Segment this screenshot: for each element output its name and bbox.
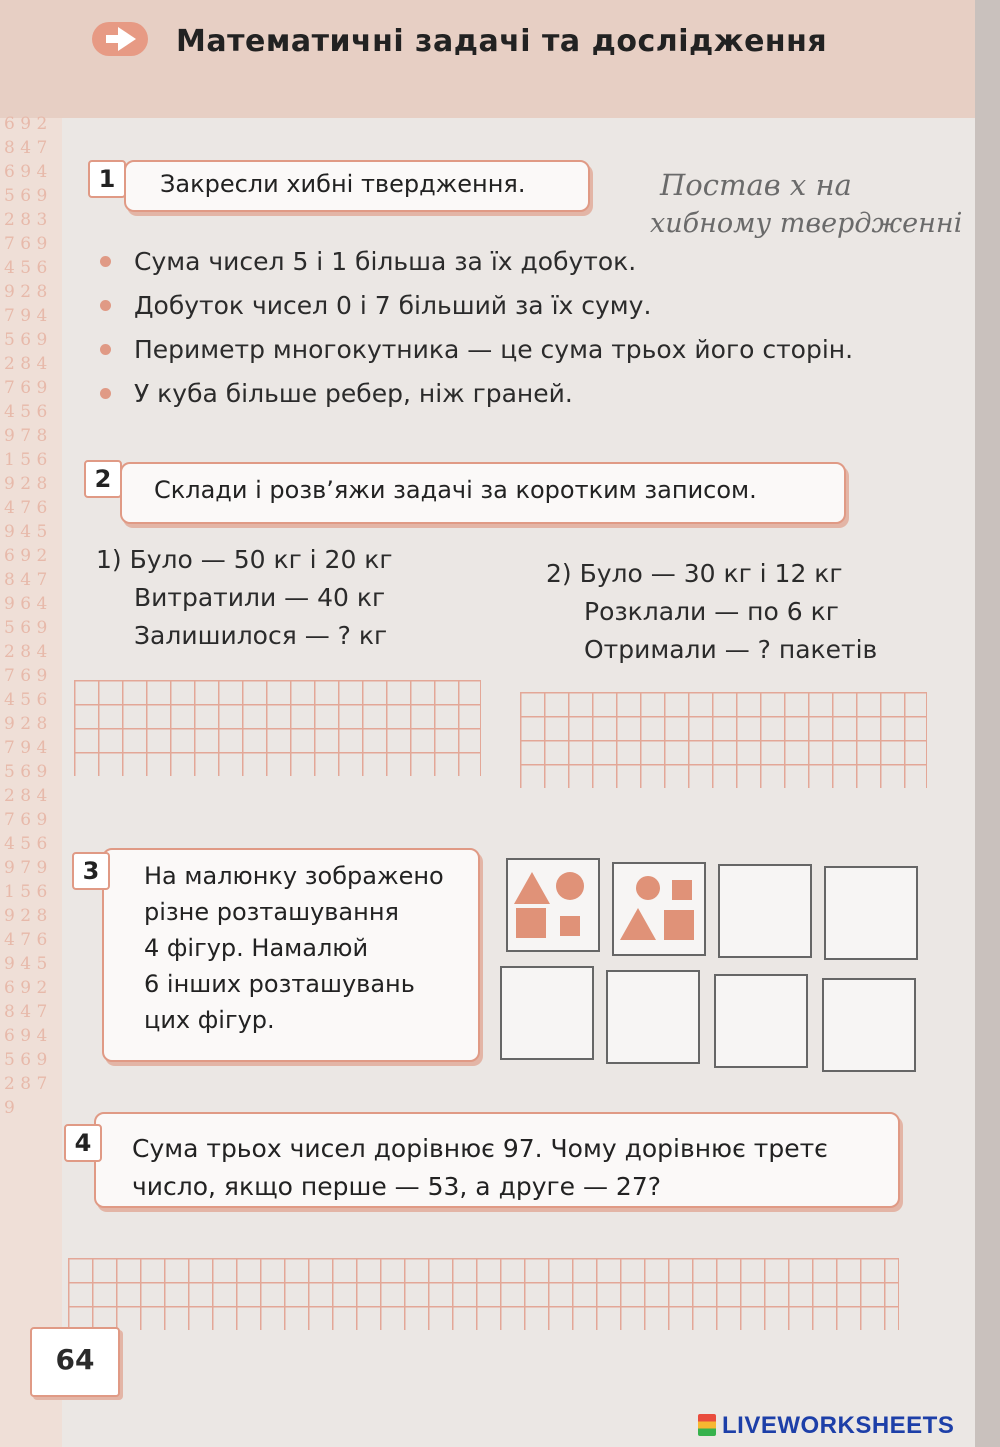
empty-drawing-box[interactable] — [606, 970, 700, 1064]
empty-drawing-box[interactable] — [500, 966, 594, 1060]
bullet-icon — [100, 256, 111, 267]
task3-line: 4 фігур. Намалюй — [144, 934, 369, 962]
task1-number: 1 — [88, 160, 126, 198]
problem1-line: 1) Було — 50 кг і 20 кг — [96, 545, 393, 574]
task3-line: різне розташування — [144, 898, 399, 926]
problem1-notes — [96, 541, 393, 655]
task1-instruction: Закресли хибні твердження. — [160, 170, 526, 198]
bullet-icon — [100, 300, 111, 311]
task3-line: цих фігур. — [144, 1006, 275, 1034]
statement-item[interactable]: У куба більше ребер, ніж граней. — [100, 372, 853, 416]
answer-grid-problem1[interactable] — [74, 680, 481, 776]
empty-drawing-box[interactable] — [714, 974, 808, 1068]
large-square-shape — [664, 910, 694, 940]
problem2-notes — [546, 555, 877, 669]
answer-grid-problem2[interactable] — [520, 692, 927, 788]
statement-item[interactable]: Периметр многокутника — це сума трьох його сторін. — [100, 328, 853, 372]
page-number-box — [30, 1327, 120, 1397]
circle-shape — [556, 872, 584, 900]
problem1-line: Витратили — 40 кг — [134, 583, 386, 612]
task4-text — [132, 1130, 828, 1206]
circle-shape — [636, 876, 660, 900]
small-square-shape — [560, 916, 580, 936]
task1-statements — [100, 240, 853, 416]
problem2-line: 2) Було — 30 кг і 12 кг — [546, 559, 843, 588]
margin-digits: 6 9 2 8 4 7 6 9 4 5 6 9 2 8 3 7 6 9 4 5 6 9 2 8 7 9 4 5 6 9 2 8 4 7 6 9 4 5 6 9 7 8 1 5 6 9 2 8 4 7 6 9 4 5 6 9 2 8 4 7 9 6 4 5 6 9 2 8 4 7 6 9 4 5 6 9 2 8 7 9 4 5 6 9 2 8 4 7 6 9 4 5 6 9 7 9 1 5 6 9 2 8 4 7 6 9 4 5 6 9 2 8 4 7 6 9 4 5 6 9 2 8 7 9 — [4, 114, 48, 1118]
shape-arrangement-example-1 — [506, 858, 600, 952]
empty-drawing-box[interactable] — [822, 978, 916, 1072]
answer-grid-task4[interactable] — [68, 1258, 899, 1330]
problem2-line: Розклали — по 6 кг — [584, 597, 839, 626]
task4-line: Сума трьох чисел дорівнює 97. Чому дорівнює третє — [132, 1134, 828, 1163]
statement-item[interactable]: Сума чисел 5 і 1 більша за їх добуток. — [100, 240, 853, 284]
arrow-right-icon — [92, 22, 148, 56]
triangle-shape — [620, 908, 656, 940]
triangle-shape — [514, 872, 550, 904]
shape-arrangement-example-2 — [612, 862, 706, 956]
task3-text — [144, 858, 444, 1038]
task3-line: 6 інших розташувань — [144, 970, 415, 998]
problem2-line: Отримали — ? пакетів — [584, 635, 878, 664]
problem1-line: Залишилося — ? кг — [134, 621, 388, 650]
bullet-icon — [100, 344, 111, 355]
task2-instruction: Склади і розв’яжи задачі за коротким записом. — [154, 476, 757, 504]
large-square-shape — [516, 908, 546, 938]
handwritten-note-line2: хибному твердженні — [650, 208, 963, 239]
header-band — [0, 0, 975, 118]
empty-drawing-box[interactable] — [824, 866, 918, 960]
task3-line: На малюнку зображено — [144, 862, 444, 890]
task2-number: 2 — [84, 460, 122, 498]
handwritten-note-line1: Постав х на — [660, 168, 852, 202]
task3-number: 3 — [72, 852, 110, 890]
liveworksheets-logo-icon — [698, 1414, 716, 1436]
page-number: 64 — [55, 1343, 95, 1376]
statement-item[interactable]: Добуток чисел 0 і 7 більший за їх суму. — [100, 284, 853, 328]
small-square-shape — [672, 880, 692, 900]
task4-number: 4 — [64, 1124, 102, 1162]
empty-drawing-box[interactable] — [718, 864, 812, 958]
task4-line: число, якщо перше — 53, а друге — 27? — [132, 1172, 662, 1201]
liveworksheets-watermark: LIVEWORKSHEETS — [722, 1412, 955, 1439]
bullet-icon — [100, 388, 111, 399]
page-title: Математичні задачі та дослідження — [176, 24, 828, 59]
